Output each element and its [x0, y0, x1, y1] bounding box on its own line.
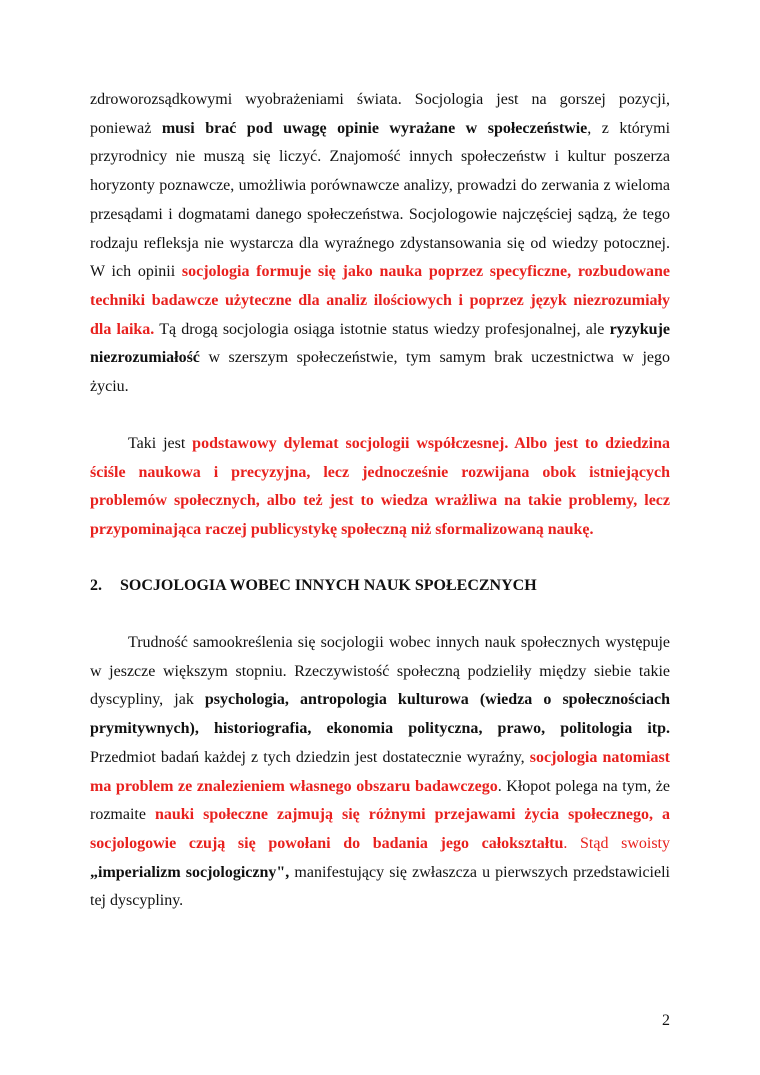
- bold-phrase: prawo: [497, 720, 542, 738]
- bold-phrase: psychologia: [204, 691, 285, 709]
- text-run: ,: [307, 720, 327, 738]
- bold-phrase: musi brać pod uwagę opinie wyrażane w społeczeństwie: [161, 119, 588, 137]
- bold-phrase: politologia itp.: [560, 720, 671, 738]
- text-run: ,: [284, 691, 301, 709]
- text-run: ,: [541, 720, 561, 738]
- bold-phrase: antropologia kulturowa (wiedza o społecznościach prymitywnych): [90, 691, 671, 738]
- text-run: , z którymi przyrodnicy nie muszą się liczyć. Znajomość innych społeczeństw i kultur poszerza horyzonty poznawcze, umożliwia porównawcze analizy, prowadzi do zerwania z wieloma przesądami i dogmatami danego społeczeństwa. Socjologowie najczęściej sądzą, że tego rodzaju refleksja nie wystarcza dla wyraźnego zdystansowania się od wiedzy potocznej. W ich opinii: [90, 119, 671, 281]
- paragraph-dilemma: [90, 430, 670, 545]
- text-run: . Kłopot polega na tym, że rozmaite: [90, 777, 670, 824]
- text-run: Taki jest: [128, 435, 193, 452]
- bold-phrase: „imperializm socjologiczny",: [90, 863, 290, 881]
- highlighted-phrase: podstawowy dylemat socjologii współczesnej. Albo jest to dziedzina ściśle naukowa i precyzyjna, lecz jednocześnie rozwijana obok istniejących problemów społecznych, albo też jest to wiedza wrażliwa na takie problemy, lecz przypominająca raczej publicystykę społeczną niż sformalizowaną naukę.: [90, 435, 671, 539]
- text-run: Trudność samookreślenia się socjologii wobec innych nauk społecznych występuje w jeszcze większym stopniu. Rzeczywistość społeczną podzieliły między siebie takie dyscypliny, jak: [90, 634, 670, 709]
- text-run: zdroworozsądkowymi wyobrażeniami świata. Socjologia jest na gorszej pozycji, ponieważ: [90, 91, 670, 137]
- paragraph-intro: [90, 86, 670, 402]
- text-run: Przedmiot badań każdej z tych dziedzin jest dostatecznie wyraźny,: [90, 748, 530, 766]
- text-run: . Stąd swoisty: [563, 834, 670, 852]
- highlighted-phrase: socjologia formuje się jako nauka poprzez specyficzne, rozbudowane techniki badawcze użyteczne dla analiz ilościowych i poprzez język niezrozumiały dla laika.: [90, 263, 670, 338]
- section-heading: [90, 572, 670, 600]
- paragraph-other-sciences: [90, 629, 670, 916]
- bold-phrase: ekonomia polityczna: [326, 720, 479, 738]
- text-run: Tą drogą socjologia osiąga istotnie status wiedzy profesjonalnej, ale: [154, 320, 610, 338]
- bold-phrase: historiografia: [214, 720, 308, 738]
- highlighted-phrase: nauki społeczne zajmują się różnymi przejawami życia społecznego, a socjologowie czują się powołani do badania jego całokształtu: [90, 806, 670, 852]
- highlighted-phrase: socjologia natomiast ma problem ze znalezieniem własnego obszaru badawczego: [90, 748, 670, 795]
- bold-phrase: ryzykuje niezrozumiałość: [90, 320, 670, 367]
- text-run: ,: [478, 720, 498, 738]
- text-run: manifestujący się zwłaszcza u pierwszych przedstawicieli tej dyscypliny.: [90, 863, 670, 910]
- text-run: ,: [194, 720, 214, 738]
- page-number: 2: [662, 1012, 670, 1029]
- text-run: w szerszym społeczeństwie, tym samym brak uczestnictwa w jego życiu.: [90, 349, 670, 396]
- section-number: 2.: [90, 577, 102, 594]
- section-title: SOCJOLOGIA WOBEC INNYCH NAUK SPOŁECZNYCH: [120, 577, 537, 594]
